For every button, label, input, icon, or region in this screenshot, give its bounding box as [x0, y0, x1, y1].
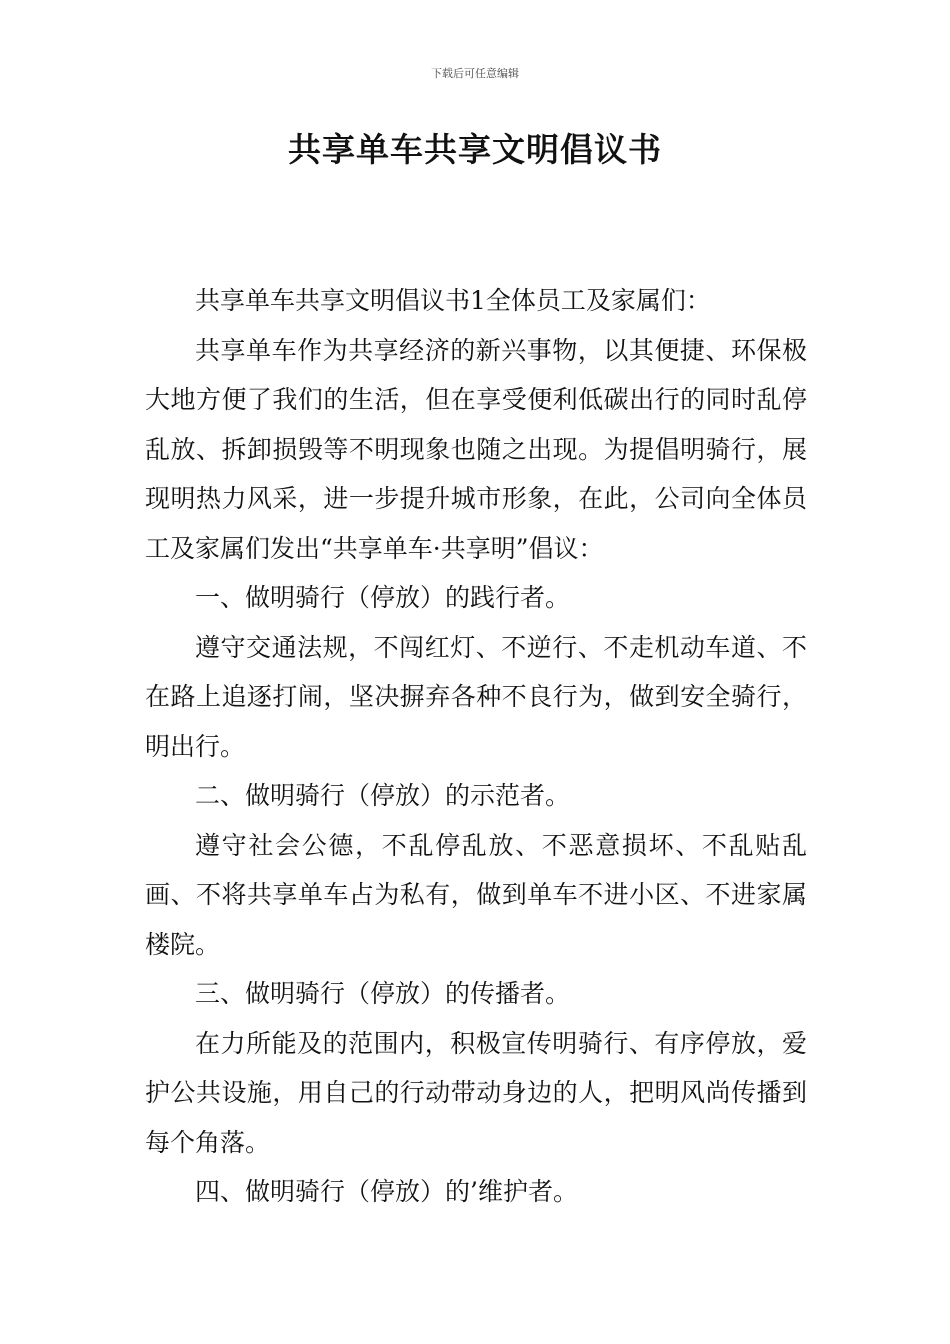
section-heading-3: 三、做明骑行（停放）的传播者。 [195, 979, 571, 1008]
header-note: 下载后可任意编辑 [431, 67, 519, 80]
document-body [145, 276, 807, 1217]
section-body-2: 遵守社会公德，不乱停乱放、不恶意损坏、不乱贴乱画、不将共享单车占为私有，做到单车不进小区、不进家属楼院。 [145, 830, 807, 959]
section-heading-1: 一、做明骑行（停放）的践行者。 [195, 583, 571, 612]
paragraph-intro: 共享单车作为共享经济的新兴事物，以其便捷、环保极大地方便了我们的生活，但在享受便利低碳出行的同时乱停乱放、拆卸损毁等不明现象也随之出现。为提倡明骑行，展现明热力风采，进一步提升城市形象，在此，公司向全体员工及家属们发出“共享单车·共享明”倡议： [145, 335, 807, 563]
paragraph-salutation: 共享单车共享文明倡议书1全体员工及家属们： [195, 286, 711, 315]
section-heading-2: 二、做明骑行（停放）的示范者。 [195, 781, 571, 810]
section-body-3: 在力所能及的范围内，积极宣传明骑行、有序停放，爱护公共设施，用自己的行动带动身边的人，把明风尚传播到每个角落。 [145, 1028, 807, 1157]
section-body-1: 遵守交通法规，不闯红灯、不逆行、不走机动车道、不在路上追逐打闹，坚决摒弃各种不良行为，做到安全骑行，明出行。 [145, 632, 807, 761]
section-heading-4: 四、做明骑行（停放）的’维护者。 [195, 1177, 578, 1206]
document-title: 共享单车共享文明倡议书 [288, 130, 662, 169]
